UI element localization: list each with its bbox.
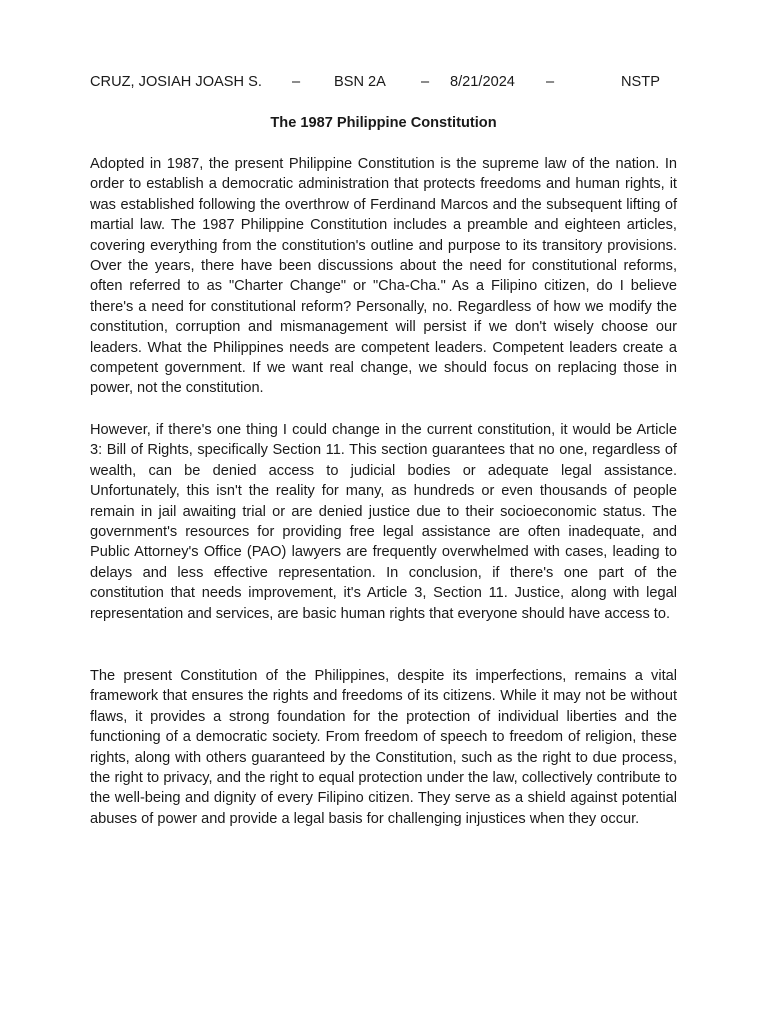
course-section: BSN 2A xyxy=(334,74,386,90)
student-name: CRUZ, JOSIAH JOASH S. xyxy=(90,74,262,90)
subject-name: NSTP xyxy=(621,74,660,90)
body-paragraph: Adopted in 1987, the present Philippine Constitution is the supreme law of the nation. In order to establish a democratic administration that protects freedoms and human rights, it was established following the overthrow of Ferdinand Marcos and the subsequent lifting of martial law. The 1987 Philippine Constitution includes a preamble and eighteen articles, covering everything from the constitution's outline and purpose to its transitory provisions. Over the years, there have been discussions about the need for constitutional reforms, often referred to as "Charter Change" or "Cha-Cha." As a Filipino citizen, do I believe there's a need for constitutional reform? Personally, no. Regardless of how we modify the constitution, corruption and mismanagement will persist if we don't wisely choose our leaders. What the Philippines needs are competent leaders. Competent leaders create a competent government. If we want real change, we should focus on replacing those in power, not the constitution. xyxy=(90,156,677,397)
document-header xyxy=(90,72,680,92)
header-separator: – xyxy=(546,74,555,90)
body-paragraph: The present Constitution of the Philippines, despite its imperfections, remains a vital framework that ensures the rights and freedoms of its citizens. While it may not be without flaws, it provides a strong foundation for the protection of individual liberties and the functioning of a democratic society. From freedom of speech to freedom of religion, these rights, along with others guaranteed by the Constitution, such as the right to due process, the right to privacy, and the right to equal protection under the law, collectively contribute to the well-being and dignity of every Filipino citizen. They serve as a shield against potential abuses of power and provide a legal basis for challenging injustices when they occur. xyxy=(90,668,677,827)
document-title: The 1987 Philippine Constitution xyxy=(270,115,497,131)
body-paragraph: However, if there's one thing I could change in the current constitution, it would be Article 3: Bill of Rights, specifically Section 11. This section guarantees that no one, regardless of wealth, can be denied access to judicial bodies or adequate legal assistance. Unfortunately, this isn't the reality for many, as hundreds or even thousands of people remain in jail awaiting trial or are denied justice due to their socioeconomic status. The government's resources for providing free legal assistance are often inadequate, and Public Attorney's Office (PAO) lawyers are frequently overwhelmed with cases, leading to delays and less effective representation. In conclusion, if there's one part of the constitution that needs improvement, it's Article 3, Section 11. Justice, along with legal representation and services, are basic human rights that everyone should have access to. xyxy=(90,422,677,622)
header-separator: – xyxy=(421,74,430,90)
submission-date: 8/21/2024 xyxy=(450,74,515,90)
header-separator: – xyxy=(292,74,301,90)
